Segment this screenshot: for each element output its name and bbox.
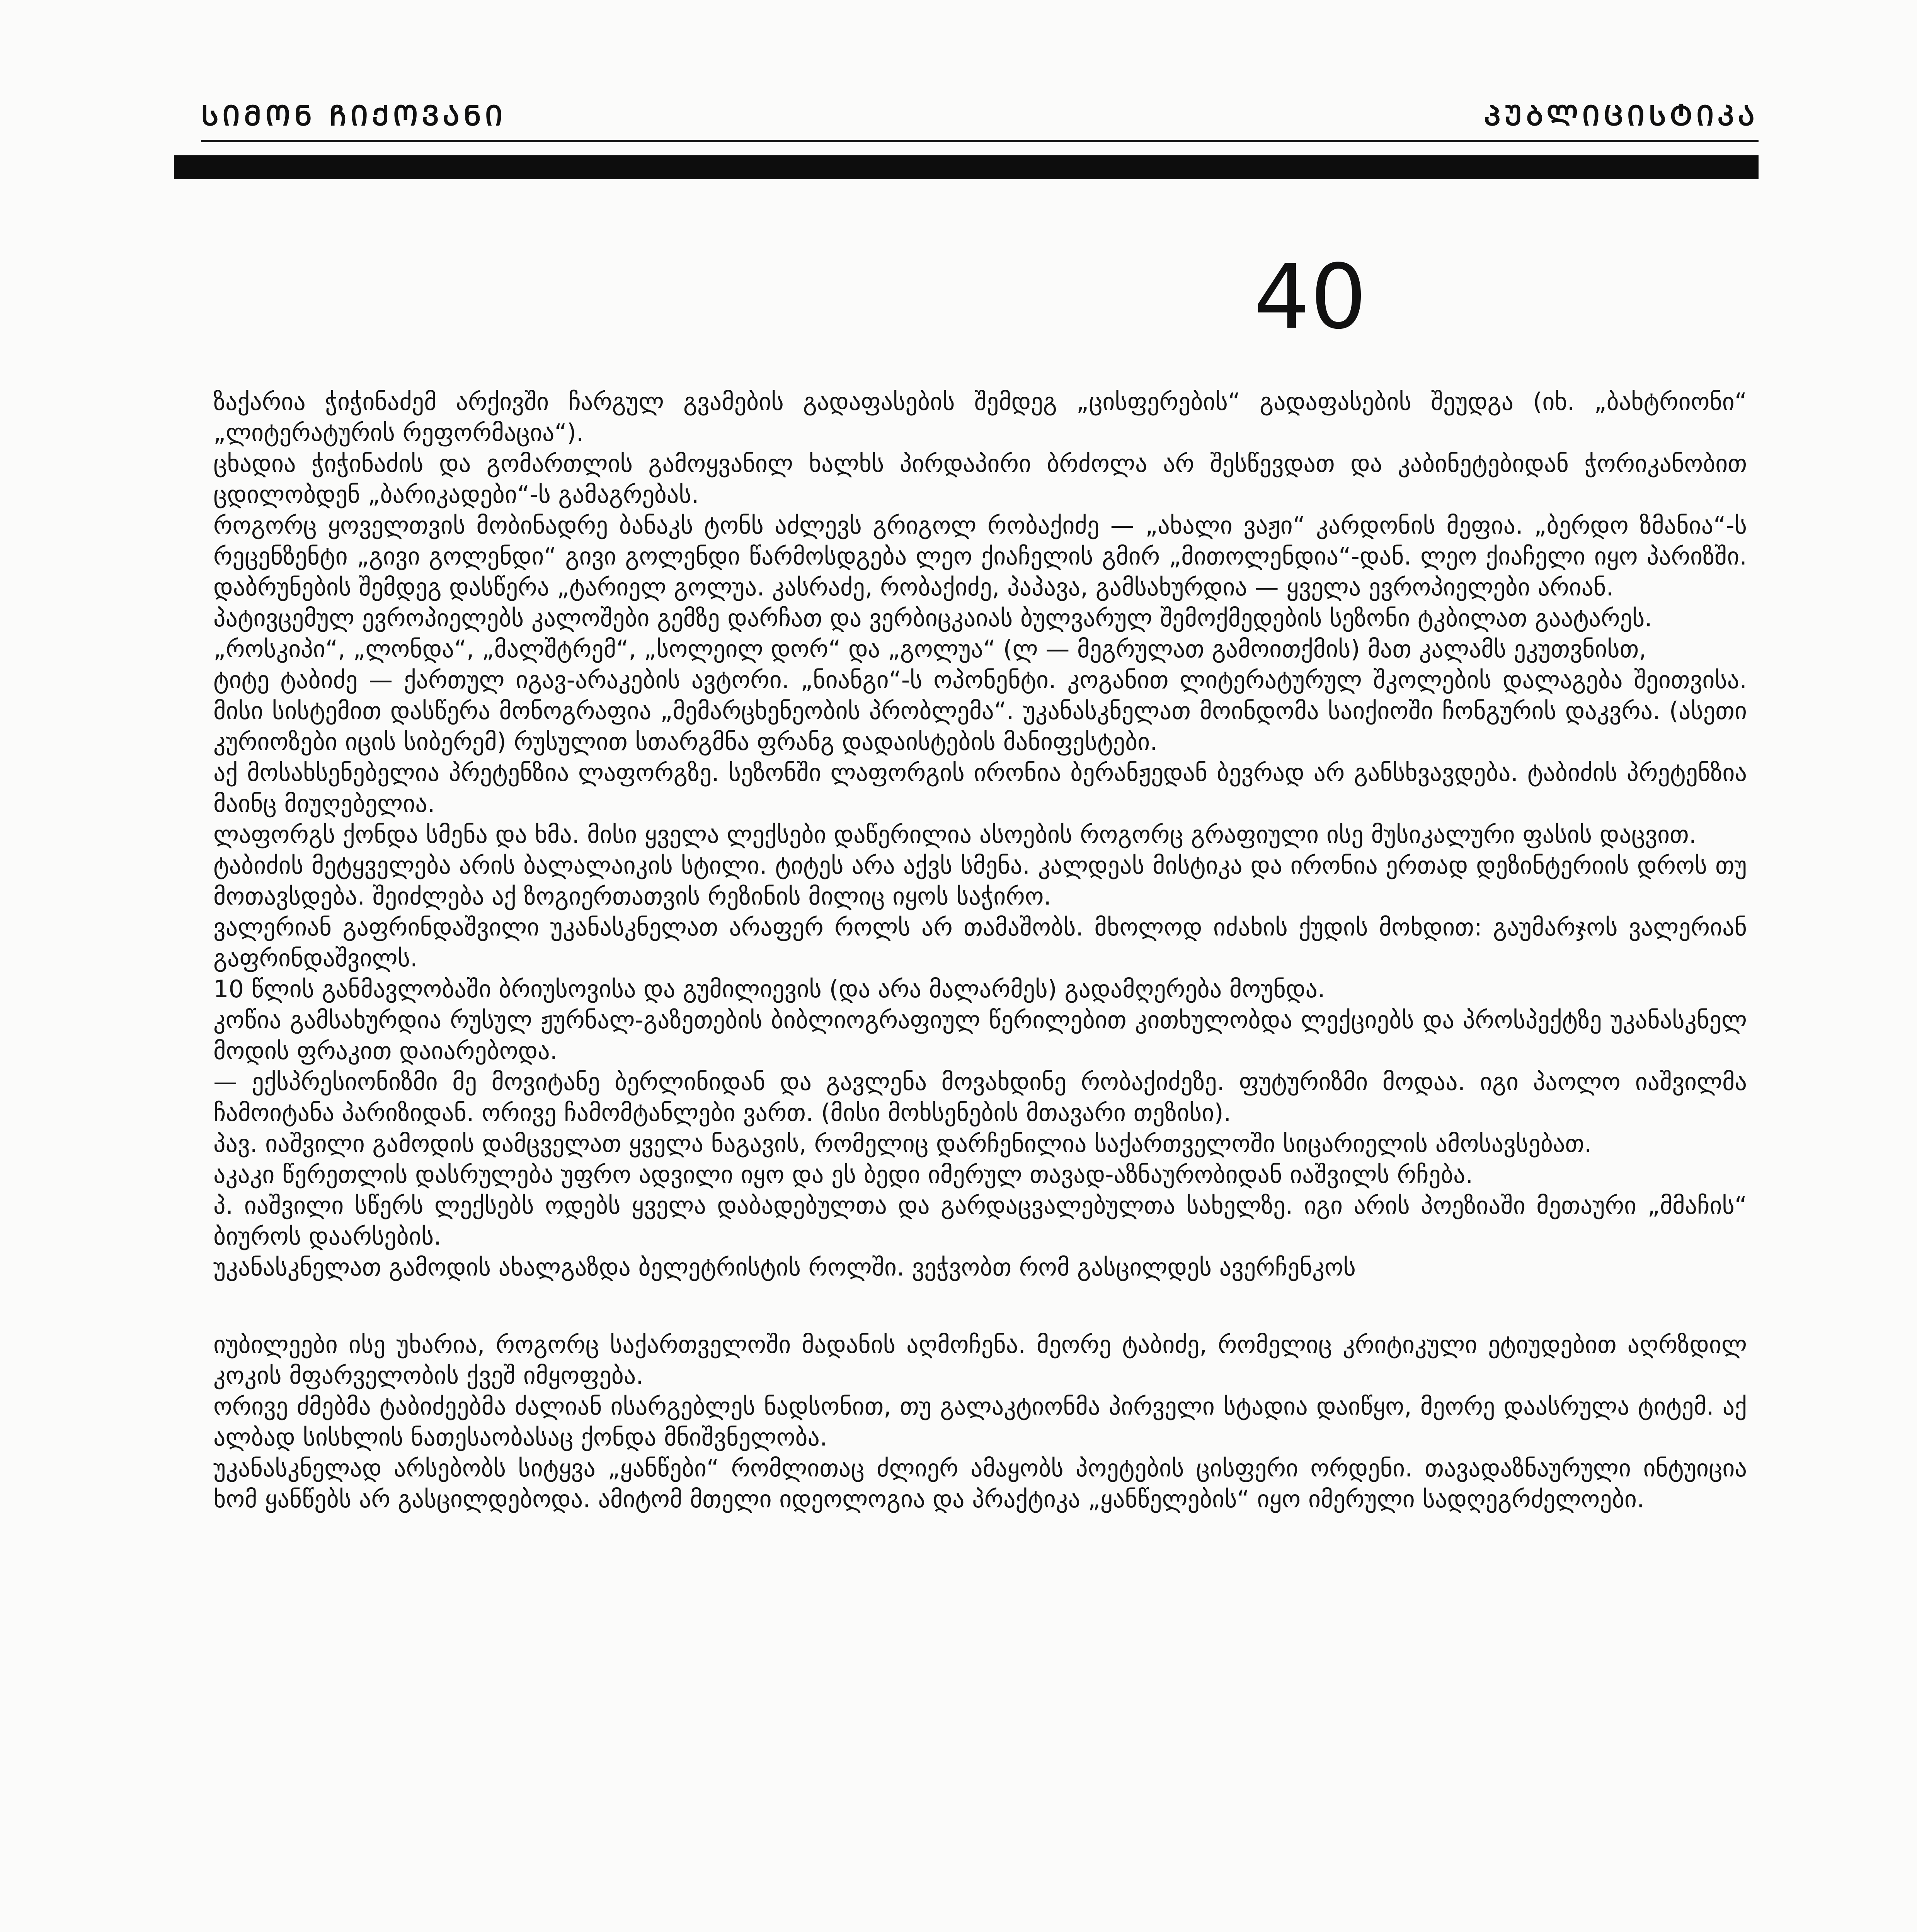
paragraph: პავ. იაშვილი გამოდის დამცველათ ყველა ნაგავის, რომელიც დარჩენილია საქართველოში სიცარიელის ამოსავსებათ.	[213, 1129, 1592, 1158]
paragraph: აკაკი წერეთლის დასრულება უფრო ადვილი იყო და ეს ბედი იმერულ თავად-აზნაურობიდან იაშვილს რჩება.	[213, 1160, 1473, 1189]
paragraph: პ. იაშვილი სწერს ლექსებს ოდებს ყველა დაბადებულთა და გარდაცვალებულთა სახელზე. იგი არის პოეზიაში მეთაური „მმაჩის“ ბიუროს დაარსების.	[213, 1191, 1747, 1250]
paragraph: ტიტე ტაბიძე — ქართულ იგავ-არაკების ავტორი. „ნიანგი“-ს ოპონენტი. კოგანით ლიტერატურულ შკოლების დალაგება შეითვისა. მისი სისტემით დასწერა მონოგრაფია „მემარცხენეობის პრობლემა“. უკანასკნელათ მოინდომა საიქიოში ჩონგურის დაკვრა. (ასეთი კურიოზები იცის სიბერემ) რუსულით სთარგმნა ფრანგ დადაისტების მანიფესტები.	[213, 666, 1747, 756]
running-head	[0, 84, 1917, 138]
running-head-section: ᲞᲣᲑᲚᲘᲪᲘᲡᲢᲘᲙᲐ	[1484, 99, 1759, 132]
paragraph: ცხადია ჭიჭინაძის და გომართლის გამოყვანილ ხალხს პირდაპირი ბრძოლა არ შესწევდათ და კაბინეტებიდან ჭორიკანობით ცდილობდენ „ბარიკადები“-ს გამაგრებას.	[213, 449, 1747, 509]
paragraph: ორივე ძმებმა ტაბიძეებმა ძალიან ისარგებლეს ნადსონით, თუ გალაკტიონმა პირველი სტადია დაიწყო, მეორე დაასრულა ტიტემ. აქ ალბად სისხლის ნათესაობასაც ქონდა მნიშვნელობა.	[213, 1392, 1747, 1451]
running-head-author: ᲡᲘᲛᲝᲜ ᲩᲘᲥᲝᲕᲐᲜᲘ	[201, 99, 507, 132]
paragraph: როგორც ყოველთვის მობინადრე ბანაკს ტონს აძლევს გრიგოლ რობაქიძე — „ახალი ვაჟი“ კარდონის მეფია. „ბერდო ზმანია“-ს რეცენზენტი „გივი გოლენდი“ გივი გოლენდი წარმოსდგება ლეო ქიაჩელის გმირ „მითოლენდია“-დან. ლეო ქიაჩელი იყო პარიზში. დაბრუნების შემდეგ დასწერა „ტარიელ გოლუა. კასრაძე, რობაქიძე, პაპავა, გამსახურდია — ყველა ევროპიელები არიან.	[213, 511, 1747, 601]
paragraph: უკანასკნელათ გამოდის ახალგაზდა ბელეტრისტის როლში. ვეჭვობთ რომ გასცილდეს ავერჩენკოს	[213, 1253, 1356, 1281]
chapter-number: 40	[1253, 246, 1367, 349]
header-rule-thin	[201, 140, 1759, 142]
paragraph: ზაქარია ჭიჭინაძემ არქივში ჩარგულ გვამების გადაფასების შემდეგ „ცისფერების“ გადაფასების შეუდგა (იხ. „ბახტრიონი“ „ლიტერატურის რეფორმაცია“).	[213, 388, 1747, 447]
paragraph: კოწია გამსახურდია რუსულ ჟურნალ-გაზეთების ბიბლიოგრაფიულ წერილებით კითხულობდა ლექციებს და პროსპექტზე უკანასკნელ მოდის ფრაკით დაიარებოდა.	[213, 1006, 1747, 1065]
paragraph: — ექსპრესიონიზმი მე მოვიტანე ბერლინიდან და გავლენა მოვახდინე რობაქიძეზე. ფუტურიზმი მოდაა. იგი პაოლო იაშვილმა ჩამოიტანა პარიზიდან. ორივე ჩამომტანლები ვართ. (მისი მოხსენების მთავარი თეზისი).	[213, 1068, 1747, 1127]
paragraph: ლაფორგს ქონდა სმენა და ხმა. მისი ყველა ლექსები დაწერილია ასოების როგორც გრაფიული ისე მუსიკალური ფასის დაცვით.	[213, 820, 1697, 849]
body-text	[213, 386, 1747, 1515]
paragraph: 10 წლის განმავლობაში ბრიუსოვისა და გუმილიევის (და არა მალარმეს) გადამღერება მოუნდა.	[213, 975, 1325, 1003]
paragraph: ვალერიან გაფრინდაშვილი უკანასკნელათ არაფერ როლს არ თამაშობს. მხოლოდ იძახის ქუდის მოხდით: გაუმარჯოს ვალერიან გაფრინდაშვილს.	[213, 913, 1747, 972]
paragraph: უკანასკნელად არსებობს სიტყვა „ყანწები“ რომლითაც ძლიერ ამაყობს პოეტების ცისფერი ორდენი. თავადაზნაურული ინტუიცია ხომ ყანწებს არ გასცილდებოდა. ამიტომ მთელი იდეოლოგია და პრაქტიკა „ყანწელების“ იყო იმერული სადღეგრძელოები.	[213, 1454, 1747, 1513]
header-rule-thick	[174, 155, 1759, 179]
paragraph: იუბილეები ისე უხარია, როგორც საქართველოში მადანის აღმოჩენა. მეორე ტაბიძე, რომელიც კრიტიკული ეტიუდებით აღრზდილ კოკის მფარველობის ქვეშ იმყოფება.	[213, 1330, 1747, 1389]
paragraph: „როსკიპი“, „ლონდა“, „მალშტრემ“, „სოლეილ დორ“ და „გოლუა“ (ლ — მეგრულათ გამოითქმის) მათ კალამს ეკუთვნისთ,	[213, 635, 1646, 663]
paragraph: ტაბიძის მეტყველება არის ბალალაიკის სტილი. ტიტეს არა აქვს სმენა. კალდეას მისტიკა და ირონია ერთად დეზინტერიის დროს თუ მოთავსდება. შეიძლება აქ ზოგიერთათვის რეზინის მილიც იყოს საჭირო.	[213, 851, 1747, 910]
paragraph: აქ მოსახსენებელია პრეტენზია ლაფორგზე. სეზონში ლაფორგის ირონია ბერანჟედან ბევრად არ განსხვავდება. ტაბიძის პრეტენზია მაინც მიუღებელია.	[213, 759, 1747, 818]
paragraph: პატივცემულ ევროპიელებს კალოშები გემზე დარჩათ და ვერბიცკაიას ბულვარულ შემოქმედების სეზონი ტკბილათ გაატარეს.	[213, 604, 1653, 632]
